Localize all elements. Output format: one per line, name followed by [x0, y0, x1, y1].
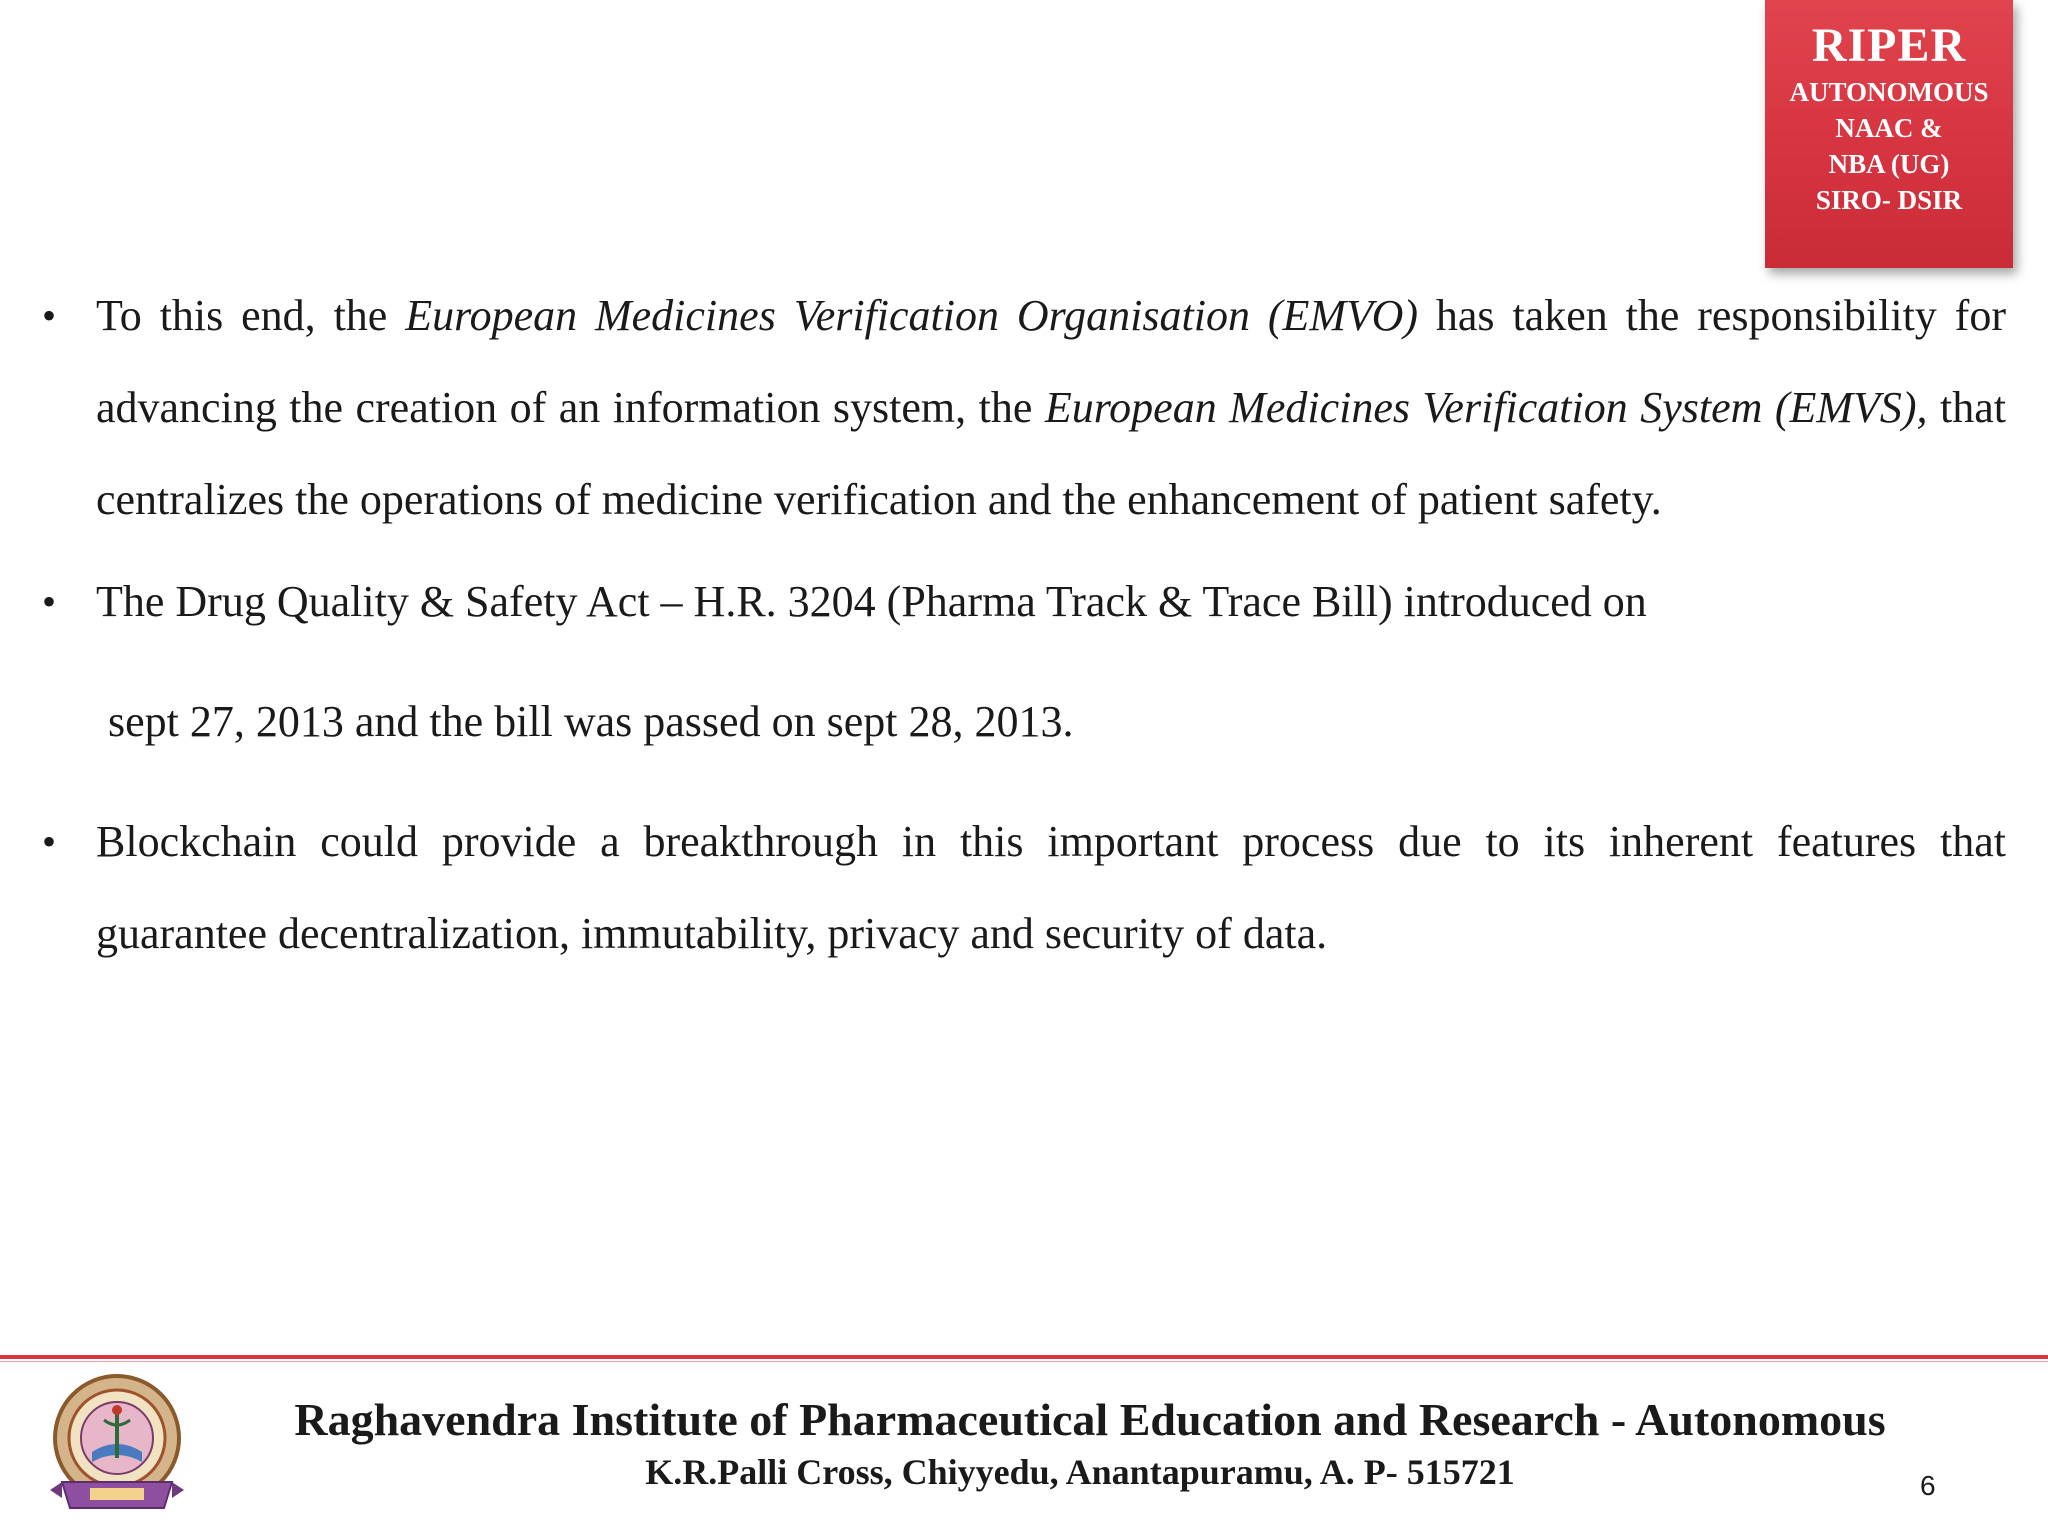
badge-line-siro: SIRO- DSIR	[1815, 185, 1963, 215]
bullet-dot-icon: •	[42, 819, 57, 864]
institute-name: Raghavendra Institute of Pharmaceutical Education and Research - Autonomous	[294, 1394, 1886, 1445]
slide-content	[40, 270, 2006, 980]
badge-title: RIPER	[1811, 19, 1967, 72]
bullet-emvo-text-1: To this end, the	[96, 291, 406, 340]
bullet-emvo	[40, 270, 2006, 546]
bullet-blockchain-text: Blockchain could provide a breakthrough in this important process due to its inherent features that guarantee decentralization, immutability, privacy and security of data.	[96, 817, 2006, 958]
bullet-emvo-text-2: has taken the responsibility for advancing the creation of an information system, the	[96, 291, 2006, 432]
bullet-emvo-text	[96, 270, 2006, 546]
accreditation-badge	[1765, 0, 2013, 268]
footer-divider	[0, 1355, 2048, 1359]
bullet-dot-icon: •	[42, 293, 57, 338]
bullet-dqsa-text	[96, 556, 2006, 768]
page-number: 6	[1920, 1470, 1936, 1501]
bullet-emvo-text-3: that centralizes the operations of medicine verification and the enhancement of patient safety.	[96, 383, 2006, 524]
bullet-dot-icon: •	[42, 579, 57, 624]
bullet-dqsa	[40, 556, 2006, 768]
institute-seal-icon	[42, 1370, 192, 1520]
badge-line-autonomous: AUTONOMOUS	[1789, 77, 1989, 107]
bullet-emvo-italic-1: European Medicines Verification Organisation (EMVO)	[405, 291, 1419, 340]
bullet-dqsa-line-1: The Drug Quality & Safety Act – H.R. 3204 (Pharma Track & Trace Bill) introduced on	[96, 577, 1647, 626]
badge-line-naac: NAAC &	[1835, 113, 1943, 143]
bullet-dqsa-line-2: sept 27, 2013 and the bill was passed on sept 28, 2013.	[108, 697, 1074, 746]
badge-line-nba: NBA (UG)	[1828, 149, 1950, 179]
bullet-emvo-italic-2: European Medicines Verification System (EMVS),	[1044, 383, 1928, 432]
bullet-blockchain	[40, 796, 2006, 980]
institute-address: K.R.Palli Cross, Chiyyedu, Anantapuramu, A. P- 515721	[645, 1452, 1515, 1492]
footer-divider-thin	[0, 1361, 2048, 1362]
